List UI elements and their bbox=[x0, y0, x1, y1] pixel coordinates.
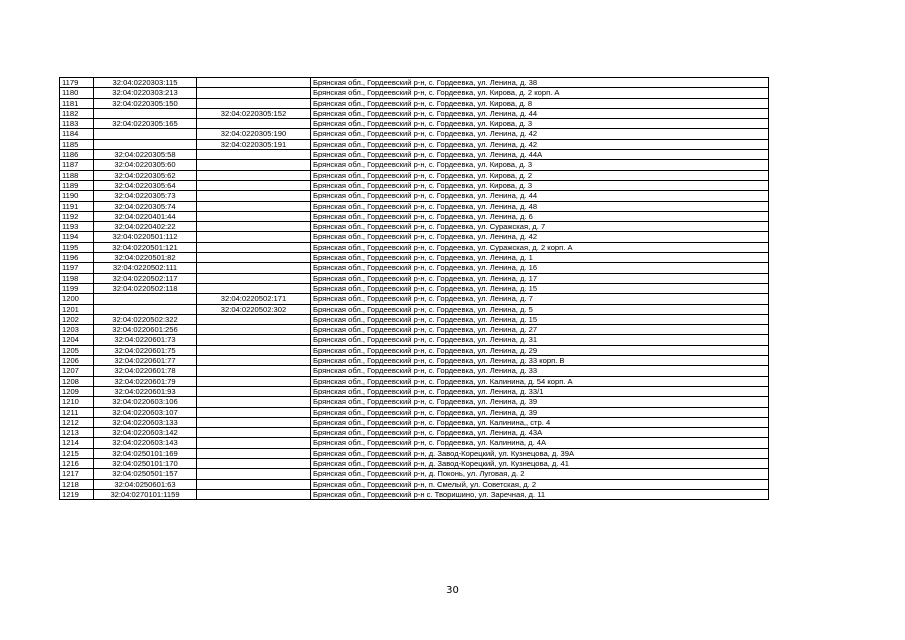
row-number-cell: 1216 bbox=[60, 458, 94, 468]
cadastral-number-cell: 32:04:0220601:78 bbox=[94, 366, 197, 376]
address-cell: Брянская обл., Гордеевский р-н, с. Гордеевка, ул. Ленина, д. 27 bbox=[311, 325, 769, 335]
cadastral-number-cell: 32:04:0220603:142 bbox=[94, 428, 197, 438]
cadastral-number-alt-cell bbox=[197, 119, 311, 129]
row-number-cell: 1203 bbox=[60, 325, 94, 335]
cadastral-number-alt-cell bbox=[197, 211, 311, 221]
table-row bbox=[60, 304, 769, 314]
row-number-cell: 1212 bbox=[60, 417, 94, 427]
row-number-cell: 1191 bbox=[60, 201, 94, 211]
row-number-cell: 1181 bbox=[60, 98, 94, 108]
cadastral-number-cell: 32:04:0250601:63 bbox=[94, 479, 197, 489]
cadastral-number-cell: 32:04:0220303:115 bbox=[94, 78, 197, 88]
cadastral-number-cell: 32:04:0220601:73 bbox=[94, 335, 197, 345]
cadastral-number-cell: 32:04:0220305:58 bbox=[94, 150, 197, 160]
cadastral-number-cell bbox=[94, 294, 197, 304]
address-cell: Брянская обл., Гордеевский р-н, с. Гордеевка, ул. Ленина, д. 6 bbox=[311, 211, 769, 221]
row-number-cell: 1199 bbox=[60, 283, 94, 293]
cadastral-number-cell: 32:04:0220603:106 bbox=[94, 397, 197, 407]
cadastral-number-alt-cell bbox=[197, 345, 311, 355]
row-number-cell: 1192 bbox=[60, 211, 94, 221]
cadastral-number-cell: 32:04:0220501:82 bbox=[94, 253, 197, 263]
cadastral-number-cell: 32:04:0220401:44 bbox=[94, 211, 197, 221]
table-row bbox=[60, 78, 769, 88]
cadastral-number-cell: 32:04:0250101:170 bbox=[94, 458, 197, 468]
row-number-cell: 1206 bbox=[60, 356, 94, 366]
row-number-cell: 1187 bbox=[60, 160, 94, 170]
table-row bbox=[60, 294, 769, 304]
cadastral-number-cell bbox=[94, 304, 197, 314]
row-number-cell: 1215 bbox=[60, 448, 94, 458]
cadastral-number-alt-cell bbox=[197, 489, 311, 499]
table-row bbox=[60, 397, 769, 407]
cadastral-number-cell: 32:04:0220601:79 bbox=[94, 376, 197, 386]
address-cell: Брянская обл., Гордеевский р-н, с. Гордеевка, ул. Калинина, д. 54 корп. А bbox=[311, 376, 769, 386]
cadastral-number-alt-cell bbox=[197, 170, 311, 180]
cadastral-number-alt-cell bbox=[197, 366, 311, 376]
address-cell: Брянская обл., Гордеевский р-н, с. Гордеевка, ул. Калинина, д. 4А bbox=[311, 438, 769, 448]
row-number-cell: 1219 bbox=[60, 489, 94, 499]
cadastral-number-cell: 32:04:0220305:73 bbox=[94, 191, 197, 201]
row-number-cell: 1211 bbox=[60, 407, 94, 417]
table-row bbox=[60, 180, 769, 190]
table-row bbox=[60, 314, 769, 324]
cadastral-number-cell bbox=[94, 108, 197, 118]
cadastral-number-alt-cell bbox=[197, 458, 311, 468]
table-row bbox=[60, 428, 769, 438]
table-row bbox=[60, 356, 769, 366]
cadastral-number-alt-cell bbox=[197, 88, 311, 98]
cadastral-number-cell: 32:04:0250101:169 bbox=[94, 448, 197, 458]
table-row bbox=[60, 170, 769, 180]
cadastral-number-alt-cell bbox=[197, 417, 311, 427]
row-number-cell: 1182 bbox=[60, 108, 94, 118]
address-cell: Брянская обл., Гордеевский р-н, с. Гордеевка, ул. Суражская, д. 7 bbox=[311, 222, 769, 232]
address-cell: Брянская обл., Гордеевский р-н, п. Смелый, ул. Советская, д. 2 bbox=[311, 479, 769, 489]
cadastral-number-cell: 32:04:0220601:77 bbox=[94, 356, 197, 366]
address-cell: Брянская обл., Гордеевский р-н, с. Гордеевка, ул. Ленина, д. 43А bbox=[311, 428, 769, 438]
table-row bbox=[60, 211, 769, 221]
address-cell: Брянская обл., Гордеевский р-н, с. Гордеевка, ул. Ленина, д. 48 bbox=[311, 201, 769, 211]
address-cell: Брянская обл., Гордеевский р-н, с. Гордеевка, ул. Ленина, д. 31 bbox=[311, 335, 769, 345]
cadastral-number-alt-cell bbox=[197, 160, 311, 170]
row-number-cell: 1214 bbox=[60, 438, 94, 448]
table-row bbox=[60, 253, 769, 263]
cadastral-number-cell: 32:04:0220501:121 bbox=[94, 242, 197, 252]
table-row bbox=[60, 263, 769, 273]
row-number-cell: 1201 bbox=[60, 304, 94, 314]
cadastral-number-alt-cell bbox=[197, 397, 311, 407]
cadastral-number-cell: 32:04:0220603:143 bbox=[94, 438, 197, 448]
cadastral-number-alt-cell bbox=[197, 273, 311, 283]
cadastral-number-alt-cell: 32:04:0220305:190 bbox=[197, 129, 311, 139]
address-cell: Брянская обл., Гордеевский р-н, с. Гордеевка, ул. Ленина, д. 42 bbox=[311, 129, 769, 139]
cadastral-number-cell: 32:04:0220603:133 bbox=[94, 417, 197, 427]
table-row bbox=[60, 335, 769, 345]
cadastral-number-cell: 32:04:0220305:62 bbox=[94, 170, 197, 180]
registry-table bbox=[59, 77, 769, 500]
cadastral-number-alt-cell: 32:04:0220305:152 bbox=[197, 108, 311, 118]
cadastral-number-alt-cell bbox=[197, 263, 311, 273]
cadastral-number-alt-cell bbox=[197, 335, 311, 345]
address-cell: Брянская обл., Гордеевский р-н с. Творишино, ул. Заречная, д. 11 bbox=[311, 489, 769, 499]
address-cell: Брянская обл., Гордеевский р-н, с. Гордеевка, ул. Суражская, д. 2 корп. А bbox=[311, 242, 769, 252]
address-cell: Брянская обл., Гордеевский р-н, с. Гордеевка, ул. Ленина, д. 44А bbox=[311, 150, 769, 160]
cadastral-number-alt-cell bbox=[197, 180, 311, 190]
cadastral-number-cell: 32:04:0220502:111 bbox=[94, 263, 197, 273]
cadastral-number-alt-cell bbox=[197, 283, 311, 293]
table-row bbox=[60, 438, 769, 448]
address-cell: Брянская обл., Гордеевский р-н, с. Гордеевка, ул. Ленина, д. 15 bbox=[311, 314, 769, 324]
row-number-cell: 1179 bbox=[60, 78, 94, 88]
row-number-cell: 1185 bbox=[60, 139, 94, 149]
table-row bbox=[60, 129, 769, 139]
cadastral-number-alt-cell bbox=[197, 150, 311, 160]
table-row bbox=[60, 386, 769, 396]
cadastral-number-cell bbox=[94, 139, 197, 149]
cadastral-number-alt-cell bbox=[197, 201, 311, 211]
address-cell: Брянская обл., Гордеевский р-н, с. Гордеевка, ул. Ленина, д. 15 bbox=[311, 283, 769, 293]
cadastral-number-cell: 32:04:0220601:75 bbox=[94, 345, 197, 355]
address-cell: Брянская обл., Гордеевский р-н, с. Гордеевка, ул. Ленина, д. 33 bbox=[311, 366, 769, 376]
address-cell: Брянская обл., Гордеевский р-н, с. Гордеевка, ул. Ленина, д. 42 bbox=[311, 232, 769, 242]
table-row bbox=[60, 283, 769, 293]
address-cell: Брянская обл., Гордеевский р-н, с. Гордеевка, ул. Ленина, д. 16 bbox=[311, 263, 769, 273]
address-cell: Брянская обл., Гордеевский р-н, с. Гордеевка, ул. Калинина,, стр. 4 bbox=[311, 417, 769, 427]
table-row bbox=[60, 325, 769, 335]
cadastral-number-cell: 32:04:0220305:60 bbox=[94, 160, 197, 170]
table-row bbox=[60, 448, 769, 458]
address-cell: Брянская обл., Гордеевский р-н, с. Гордеевка, ул. Кирова, д. 3 bbox=[311, 119, 769, 129]
row-number-cell: 1209 bbox=[60, 386, 94, 396]
row-number-cell: 1196 bbox=[60, 253, 94, 263]
cadastral-number-alt-cell bbox=[197, 242, 311, 252]
cadastral-number-cell: 32:04:0220502:322 bbox=[94, 314, 197, 324]
cadastral-number-cell: 32:04:0220601:256 bbox=[94, 325, 197, 335]
row-number-cell: 1200 bbox=[60, 294, 94, 304]
table-row bbox=[60, 376, 769, 386]
table-row bbox=[60, 88, 769, 98]
table-row bbox=[60, 479, 769, 489]
cadastral-number-alt-cell bbox=[197, 428, 311, 438]
table-row bbox=[60, 417, 769, 427]
table-row bbox=[60, 407, 769, 417]
table-row bbox=[60, 191, 769, 201]
row-number-cell: 1189 bbox=[60, 180, 94, 190]
cadastral-number-alt-cell bbox=[197, 253, 311, 263]
cadastral-number-alt-cell bbox=[197, 78, 311, 88]
cadastral-number-alt-cell: 32:04:0220502:171 bbox=[197, 294, 311, 304]
cadastral-number-cell: 32:04:0220305:64 bbox=[94, 180, 197, 190]
row-number-cell: 1197 bbox=[60, 263, 94, 273]
address-cell: Брянская обл., Гордеевский р-н, с. Гордеевка, ул. Ленина, д. 44 bbox=[311, 191, 769, 201]
cadastral-number-cell: 32:04:0220305:165 bbox=[94, 119, 197, 129]
row-number-cell: 1188 bbox=[60, 170, 94, 180]
registry-table-body bbox=[60, 78, 769, 500]
address-cell: Брянская обл., Гордеевский р-н, с. Гордеевка, ул. Ленина, д. 39 bbox=[311, 397, 769, 407]
cadastral-number-alt-cell bbox=[197, 448, 311, 458]
cadastral-number-cell: 32:04:0220303:213 bbox=[94, 88, 197, 98]
row-number-cell: 1210 bbox=[60, 397, 94, 407]
address-cell: Брянская обл., Гордеевский р-н, с. Гордеевка, ул. Ленина, д. 33 корп. В bbox=[311, 356, 769, 366]
cadastral-number-alt-cell bbox=[197, 191, 311, 201]
table-row bbox=[60, 150, 769, 160]
address-cell: Брянская обл., Гордеевский р-н, с. Гордеевка, ул. Ленина, д. 29 bbox=[311, 345, 769, 355]
row-number-cell: 1217 bbox=[60, 469, 94, 479]
table-row bbox=[60, 273, 769, 283]
address-cell: Брянская обл., Гордеевский р-н, с. Гордеевка, ул. Ленина, д. 5 bbox=[311, 304, 769, 314]
cadastral-number-alt-cell bbox=[197, 407, 311, 417]
cadastral-number-alt-cell bbox=[197, 479, 311, 489]
cadastral-number-alt-cell bbox=[197, 325, 311, 335]
table-row bbox=[60, 345, 769, 355]
cadastral-number-cell: 32:04:0220601:93 bbox=[94, 386, 197, 396]
page-number: 30 bbox=[446, 585, 459, 596]
cadastral-number-cell: 32:04:0220402:22 bbox=[94, 222, 197, 232]
table-row bbox=[60, 98, 769, 108]
row-number-cell: 1190 bbox=[60, 191, 94, 201]
table-row bbox=[60, 489, 769, 499]
cadastral-number-cell: 32:04:0270101:1159 bbox=[94, 489, 197, 499]
cadastral-number-alt-cell bbox=[197, 356, 311, 366]
row-number-cell: 1186 bbox=[60, 150, 94, 160]
address-cell: Брянская обл., Гордеевский р-н, с. Гордеевка, ул. Ленина, д. 39 bbox=[311, 407, 769, 417]
table-row bbox=[60, 160, 769, 170]
row-number-cell: 1194 bbox=[60, 232, 94, 242]
table-row bbox=[60, 108, 769, 118]
address-cell: Брянская обл., Гордеевский р-н, д. Завод-Корецкий, ул. Кузнецова, д. 39А bbox=[311, 448, 769, 458]
row-number-cell: 1198 bbox=[60, 273, 94, 283]
row-number-cell: 1207 bbox=[60, 366, 94, 376]
address-cell: Брянская обл., Гордеевский р-н, с. Гордеевка, ул. Кирова, д. 3 bbox=[311, 160, 769, 170]
row-number-cell: 1184 bbox=[60, 129, 94, 139]
address-cell: Брянская обл., Гордеевский р-н, с. Гордеевка, ул. Кирова, д. 3 bbox=[311, 180, 769, 190]
table-row bbox=[60, 119, 769, 129]
address-cell: Брянская обл., Гордеевский р-н, с. Гордеевка, ул. Ленина, д. 42 bbox=[311, 139, 769, 149]
row-number-cell: 1218 bbox=[60, 479, 94, 489]
address-cell: Брянская обл., Гордеевский р-н, с. Гордеевка, ул. Кирова, д. 8 bbox=[311, 98, 769, 108]
cadastral-number-cell: 32:04:0220502:117 bbox=[94, 273, 197, 283]
cadastral-number-alt-cell: 32:04:0220502:302 bbox=[197, 304, 311, 314]
row-number-cell: 1180 bbox=[60, 88, 94, 98]
cadastral-number-alt-cell bbox=[197, 469, 311, 479]
row-number-cell: 1195 bbox=[60, 242, 94, 252]
row-number-cell: 1213 bbox=[60, 428, 94, 438]
cadastral-number-alt-cell bbox=[197, 98, 311, 108]
address-cell: Брянская обл., Гордеевский р-н, д. Завод-Корецкий, ул. Кузнецова, д. 41 bbox=[311, 458, 769, 468]
address-cell: Брянская обл., Гордеевский р-н, с. Гордеевка, ул. Ленина, д. 17 bbox=[311, 273, 769, 283]
cadastral-number-cell bbox=[94, 129, 197, 139]
cadastral-number-cell: 32:04:0220603:107 bbox=[94, 407, 197, 417]
table-row bbox=[60, 139, 769, 149]
address-cell: Брянская обл., Гордеевский р-н, с. Гордеевка, ул. Кирова, д. 2 bbox=[311, 170, 769, 180]
table-row bbox=[60, 201, 769, 211]
cadastral-number-alt-cell bbox=[197, 314, 311, 324]
table-row bbox=[60, 469, 769, 479]
cadastral-number-alt-cell: 32:04:0220305:191 bbox=[197, 139, 311, 149]
row-number-cell: 1183 bbox=[60, 119, 94, 129]
address-cell: Брянская обл., Гордеевский р-н, с. Гордеевка, ул. Ленина, д. 7 bbox=[311, 294, 769, 304]
row-number-cell: 1208 bbox=[60, 376, 94, 386]
address-cell: Брянская обл., Гордеевский р-н, д. Поконь, ул. Луговая, д. 2 bbox=[311, 469, 769, 479]
row-number-cell: 1193 bbox=[60, 222, 94, 232]
row-number-cell: 1202 bbox=[60, 314, 94, 324]
address-cell: Брянская обл., Гордеевский р-н, с. Гордеевка, ул. Кирова, д. 2 корп. А bbox=[311, 88, 769, 98]
address-cell: Брянская обл., Гордеевский р-н, с. Гордеевка, ул. Ленина, д. 44 bbox=[311, 108, 769, 118]
table-row bbox=[60, 242, 769, 252]
cadastral-number-alt-cell bbox=[197, 376, 311, 386]
row-number-cell: 1205 bbox=[60, 345, 94, 355]
cadastral-number-alt-cell bbox=[197, 222, 311, 232]
cadastral-number-alt-cell bbox=[197, 438, 311, 448]
row-number-cell: 1204 bbox=[60, 335, 94, 345]
table-row bbox=[60, 222, 769, 232]
table-row bbox=[60, 366, 769, 376]
cadastral-number-cell: 32:04:0220502:118 bbox=[94, 283, 197, 293]
cadastral-number-cell: 32:04:0220501:112 bbox=[94, 232, 197, 242]
address-cell: Брянская обл., Гордеевский р-н, с. Гордеевка, ул. Ленина, д. 1 bbox=[311, 253, 769, 263]
table-row bbox=[60, 458, 769, 468]
cadastral-number-cell: 32:04:0220305:74 bbox=[94, 201, 197, 211]
cadastral-number-cell: 32:04:0250501:157 bbox=[94, 469, 197, 479]
cadastral-number-alt-cell bbox=[197, 232, 311, 242]
address-cell: Брянская обл., Гордеевский р-н, с. Гордеевка, ул. Ленина, д. 33/1 bbox=[311, 386, 769, 396]
cadastral-number-alt-cell bbox=[197, 386, 311, 396]
cadastral-number-cell: 32:04:0220305:150 bbox=[94, 98, 197, 108]
address-cell: Брянская обл., Гордеевский р-н, с. Гордеевка, ул. Ленина, д. 38 bbox=[311, 78, 769, 88]
table-row bbox=[60, 232, 769, 242]
